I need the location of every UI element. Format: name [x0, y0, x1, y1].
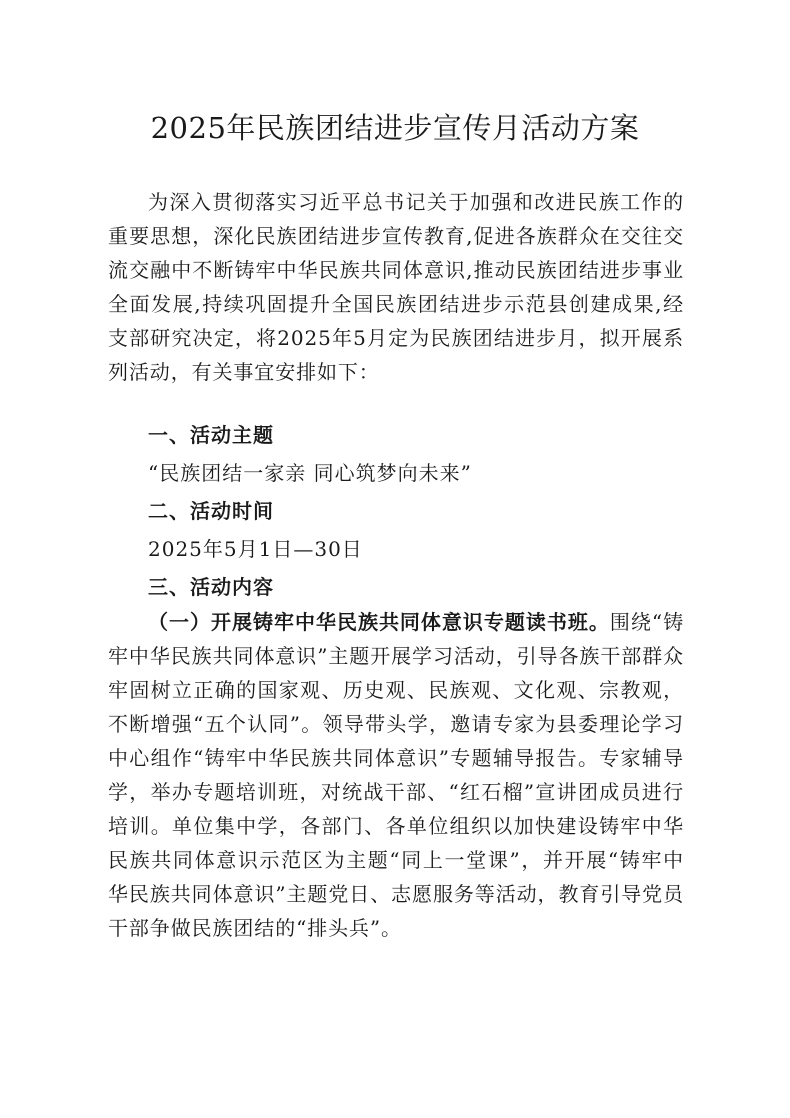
section-heading-theme: 一、活动主题 [148, 423, 274, 447]
theme-text: “民族团结一家亲 同心筑梦向未来” [148, 461, 472, 485]
intro-paragraph: 为深入贯彻落实习近平总书记关于加强和改进民族工作的重要思想，深化民族团结进步宣传教育,促进各族群众在交往交流交融中不断铸牢中华民族共同体意识,推动民族团结进步事业全面发展,持续巩固提升全国民族团结进步示范县创建成果,经支部研究决定，将2025年5月定为民族团结进步月，拟开展系列活动，有关事宜安排如下： [108, 190, 684, 384]
content-item-text: 围绕“铸牢中华民族共同体意识”主题开展学习活动，引导各族干部群众牢固树立正确的国家观、历史观、民族观、文化观、宗教观，不断增强“五个认同”。领导带头学，邀请专家为县委理论学习中心组作“铸牢中华民族共同体意识”专题辅导报告。专家辅导学，举办专题培训班，对统战干部、“红石榴”宣讲团成员进行培训。单位集中学，各部门、各单位组织以加快建设铸牢中华民族共同体意识示范区为主题“同上一堂课”，并开展“铸牢中华民族共同体意识”主题党日、志愿服务等活动，教育引导党员干部争做民族团结的“排头兵”。 [108, 610, 684, 940]
content-paragraph [108, 605, 684, 945]
content-item-lead: （一）开展铸牢中华民族共同体意识专题读书班。 [148, 610, 610, 634]
time-text: 2025年5月1日—30日 [148, 537, 363, 561]
section-heading-time: 二、活动时间 [148, 499, 274, 523]
document-title: 2025年民族团结进步宣传月活动方案 [150, 111, 640, 145]
section-heading-content: 三、活动内容 [148, 575, 274, 599]
